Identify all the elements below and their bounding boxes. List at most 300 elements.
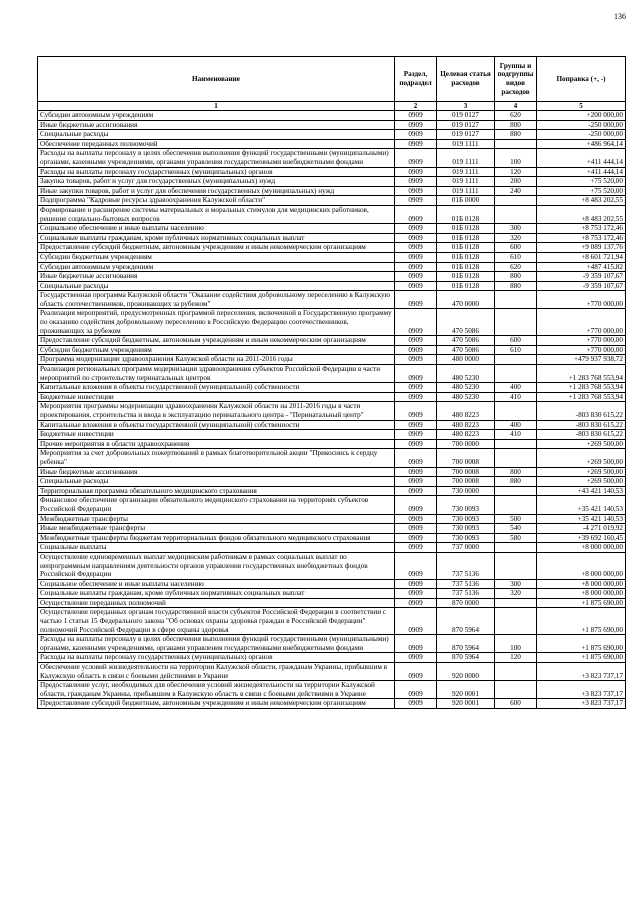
row-name-cell: Осуществление единовременных выплат медицинским работникам в рамках социальных выплат по непрограммным направлениям деятельности органов управления государственных внебюджетных фондов Российской Федерации (38, 552, 395, 579)
row-amount-cell: +8 000 000,00 (537, 543, 626, 553)
row-group-cell: 320 (495, 589, 537, 599)
row-group-cell: 120 (495, 653, 537, 663)
row-amount-cell: +269 500,00 (537, 477, 626, 487)
row-target-cell: 480 5230 (437, 365, 495, 383)
row-target-cell: 019 1111 (437, 177, 495, 187)
row-group-cell: 800 (495, 120, 537, 130)
row-group-cell (495, 663, 537, 681)
row-name-cell: Предоставление субсидий бюджетным, автономным учреждениям и иным некоммерческим организациям (38, 243, 395, 253)
row-name-cell: Финансовое обеспечение организации обязательного медицинского страхования на территориях субъектов Российской Федерации (38, 496, 395, 514)
row-section-cell: 0909 (395, 167, 437, 177)
row-group-cell: 880 (495, 477, 537, 487)
table-row (38, 291, 626, 309)
row-amount-cell: -803 830 615,22 (537, 402, 626, 420)
table-row (38, 365, 626, 383)
table-row (38, 653, 626, 663)
row-target-cell: 700 0008 (437, 467, 495, 477)
row-target-cell: 01Б 0128 (437, 252, 495, 262)
row-target-cell: 920 0001 (437, 699, 495, 709)
table-row (38, 196, 626, 206)
row-target-cell: 01Б 0128 (437, 272, 495, 282)
table-row (38, 449, 626, 467)
row-name-cell: Подпрограмма "Кадровые ресурсы здравоохранения Калужской области" (38, 196, 395, 206)
row-group-cell (495, 496, 537, 514)
header-section: Раздел, подраздел (395, 57, 437, 102)
table-row (38, 233, 626, 243)
row-target-cell: 480 0000 (437, 355, 495, 365)
column-number: 5 (537, 102, 626, 111)
row-group-cell (495, 196, 537, 206)
row-name-cell: Социальные выплаты гражданам, кроме публичных нормативных социальных выплат (38, 589, 395, 599)
row-amount-cell: +9 089 137,76 (537, 243, 626, 253)
row-name-cell: Субсидии автономным учреждениям (38, 111, 395, 121)
table-row (38, 120, 626, 130)
row-amount-cell: +411 444,14 (537, 149, 626, 167)
row-name-cell: Закупка товаров, работ и услуг для государственных (муниципальных) нужд (38, 177, 395, 187)
row-target-cell: 480 8223 (437, 420, 495, 430)
row-section-cell: 0909 (395, 439, 437, 449)
row-name-cell: Капитальные вложения в объекты государственной (муниципальной) собственности (38, 420, 395, 430)
row-name-cell: Субсидии бюджетным учреждениям (38, 345, 395, 355)
row-section-cell: 0909 (395, 355, 437, 365)
row-target-cell: 01Б 0128 (437, 224, 495, 234)
row-name-cell: Иные закупки товаров, работ и услуг для обеспечения государственных (муниципальных) нужд (38, 186, 395, 196)
row-amount-cell: +487 415,82 (537, 262, 626, 272)
table-row (38, 514, 626, 524)
table-row (38, 663, 626, 681)
row-target-cell: 480 5230 (437, 392, 495, 402)
row-target-cell: 019 1111 (437, 186, 495, 196)
row-amount-cell: +8 483 202,55 (537, 196, 626, 206)
row-target-cell: 019 1111 (437, 149, 495, 167)
table-row (38, 467, 626, 477)
row-name-cell: Иные межбюджетные трансферты (38, 524, 395, 534)
row-group-cell: 580 (495, 533, 537, 543)
row-section-cell: 0909 (395, 139, 437, 149)
row-section-cell: 0909 (395, 514, 437, 524)
row-amount-cell: -803 830 615,22 (537, 430, 626, 440)
row-amount-cell: +3 823 737,17 (537, 699, 626, 709)
table-row (38, 345, 626, 355)
row-section-cell: 0909 (395, 205, 437, 223)
row-name-cell: Расходы на выплаты персоналу в целях обеспечения выполнения функций государственными (муниципальными) органами, казенными учреждениями, органами управления государственными внебюджетными фондами (38, 635, 395, 653)
row-name-cell: Специальные расходы (38, 130, 395, 140)
table-row (38, 486, 626, 496)
row-section-cell: 0909 (395, 524, 437, 534)
row-group-cell: 300 (495, 224, 537, 234)
row-target-cell: 870 0000 (437, 598, 495, 608)
row-name-cell: Иные бюджетные ассигнования (38, 120, 395, 130)
row-section-cell: 0909 (395, 402, 437, 420)
row-group-cell: 600 (495, 243, 537, 253)
table-row (38, 635, 626, 653)
row-section-cell: 0909 (395, 291, 437, 309)
row-name-cell: Расходы на выплаты персоналу государственных (муниципальных) органов (38, 653, 395, 663)
row-amount-cell: +75 520,00 (537, 186, 626, 196)
row-group-cell: 800 (495, 467, 537, 477)
row-amount-cell: +411 444,14 (537, 167, 626, 177)
row-amount-cell: +8 753 172,46 (537, 233, 626, 243)
row-section-cell: 0909 (395, 365, 437, 383)
row-amount-cell: +1 283 768 553,94 (537, 365, 626, 383)
table-row (38, 477, 626, 487)
row-target-cell: 019 1111 (437, 139, 495, 149)
table-header-row (38, 57, 626, 102)
row-amount-cell: +486 964,14 (537, 139, 626, 149)
row-section-cell: 0909 (395, 496, 437, 514)
row-section-cell: 0909 (395, 430, 437, 440)
row-section-cell: 0909 (395, 177, 437, 187)
row-name-cell: Осуществление переданных полномочий (38, 598, 395, 608)
row-amount-cell: +8 000 000,00 (537, 589, 626, 599)
row-group-cell: 620 (495, 262, 537, 272)
row-amount-cell: +770 000,00 (537, 345, 626, 355)
row-group-cell (495, 552, 537, 579)
row-amount-cell: +39 692 160,45 (537, 533, 626, 543)
row-section-cell: 0909 (395, 272, 437, 282)
row-name-cell: Формирование и расширение системы материальных и моральных стимулов для медицинских работников, решение социально-бытовых вопросов (38, 205, 395, 223)
row-name-cell: Расходы на выплаты персоналу в целях обеспечения выполнения функций государственными (муниципальными) органами, казенными учреждениями, органами управления государственными внебюджетными фондами (38, 149, 395, 167)
row-section-cell: 0909 (395, 309, 437, 336)
row-section-cell: 0909 (395, 196, 437, 206)
row-group-cell: 410 (495, 392, 537, 402)
row-target-cell: 01Б 0000 (437, 196, 495, 206)
row-group-cell (495, 291, 537, 309)
row-group-cell (495, 598, 537, 608)
row-amount-cell: +770 000,00 (537, 291, 626, 309)
row-amount-cell: +770 000,00 (537, 309, 626, 336)
table-row (38, 439, 626, 449)
row-section-cell: 0909 (395, 262, 437, 272)
row-section-cell: 0909 (395, 663, 437, 681)
row-name-cell: Обеспечение переданных полномочий (38, 139, 395, 149)
row-amount-cell: +1 283 768 553,94 (537, 392, 626, 402)
row-amount-cell: +1 875 690,00 (537, 608, 626, 635)
row-section-cell: 0909 (395, 699, 437, 709)
row-amount-cell: +3 823 737,17 (537, 681, 626, 699)
row-name-cell: Прочие мероприятия в области здравоохранения (38, 439, 395, 449)
column-number: 1 (38, 102, 395, 111)
row-section-cell: 0909 (395, 486, 437, 496)
row-amount-cell: +75 520,00 (537, 177, 626, 187)
table-row (38, 355, 626, 365)
table-row (38, 496, 626, 514)
table-row (38, 543, 626, 553)
header-amendment: Поправка (+, -) (537, 57, 626, 102)
table-row (38, 281, 626, 291)
row-amount-cell: +770 000,00 (537, 336, 626, 346)
row-amount-cell: -803 830 615,22 (537, 420, 626, 430)
row-section-cell: 0909 (395, 420, 437, 430)
table-row (38, 552, 626, 579)
row-name-cell: Расходы на выплаты персоналу государственных (муниципальных) органов (38, 167, 395, 177)
row-amount-cell: +8 483 202,55 (537, 205, 626, 223)
row-group-cell: 240 (495, 186, 537, 196)
row-amount-cell: +35 421 140,53 (537, 514, 626, 524)
row-name-cell: Бюджетные инвестиции (38, 430, 395, 440)
row-section-cell: 0909 (395, 598, 437, 608)
row-amount-cell: +200 000,00 (537, 111, 626, 121)
row-group-cell (495, 355, 537, 365)
table-row (38, 262, 626, 272)
row-section-cell: 0909 (395, 608, 437, 635)
row-group-cell: 500 (495, 514, 537, 524)
row-amount-cell: +269 500,00 (537, 467, 626, 477)
column-number: 3 (437, 102, 495, 111)
row-name-cell: Программа модернизации здравоохранения Калужской области на 2011-2016 годы (38, 355, 395, 365)
row-target-cell: 730 0093 (437, 496, 495, 514)
column-number: 2 (395, 102, 437, 111)
row-target-cell: 920 0000 (437, 663, 495, 681)
row-amount-cell: +479 937 938,72 (537, 355, 626, 365)
row-target-cell: 01Б 0128 (437, 281, 495, 291)
row-target-cell: 01Б 0128 (437, 243, 495, 253)
row-target-cell: 019 0127 (437, 111, 495, 121)
row-target-cell: 737 5136 (437, 589, 495, 599)
row-amount-cell: +3 823 737,17 (537, 663, 626, 681)
row-name-cell: Предоставление субсидий бюджетным, автономным учреждениям и иным некоммерческим организациям (38, 699, 395, 709)
row-target-cell: 480 5230 (437, 383, 495, 393)
table-row (38, 533, 626, 543)
table-row (38, 149, 626, 167)
row-amount-cell: -9 359 107,67 (537, 272, 626, 282)
table-row (38, 524, 626, 534)
row-target-cell: 870 5964 (437, 608, 495, 635)
row-target-cell: 700 0000 (437, 439, 495, 449)
row-amount-cell: +269 500,00 (537, 449, 626, 467)
table-row (38, 608, 626, 635)
row-section-cell: 0909 (395, 336, 437, 346)
row-name-cell: Межбюджетные трансферты (38, 514, 395, 524)
row-group-cell: 410 (495, 430, 537, 440)
column-number-row (38, 102, 626, 111)
row-target-cell: 470 5086 (437, 309, 495, 336)
row-target-cell: 019 0127 (437, 130, 495, 140)
row-group-cell (495, 139, 537, 149)
row-group-cell (495, 486, 537, 496)
table-row (38, 681, 626, 699)
row-section-cell: 0909 (395, 635, 437, 653)
row-section-cell: 0909 (395, 111, 437, 121)
page-number: 136 (614, 12, 626, 21)
row-group-cell (495, 449, 537, 467)
row-name-cell: Бюджетные инвестиции (38, 392, 395, 402)
table-row (38, 598, 626, 608)
row-amount-cell: +1 875 690,00 (537, 635, 626, 653)
table-row (38, 589, 626, 599)
row-amount-cell: +1 875 690,00 (537, 598, 626, 608)
row-amount-cell: -250 000,00 (537, 120, 626, 130)
row-target-cell: 870 5964 (437, 653, 495, 663)
row-amount-cell: +269 500,00 (537, 439, 626, 449)
row-group-cell: 100 (495, 635, 537, 653)
row-amount-cell: +1 875 690,00 (537, 653, 626, 663)
row-name-cell: Территориальная программа обязательного медицинского страхования (38, 486, 395, 496)
row-amount-cell: +43 421 140,53 (537, 486, 626, 496)
row-group-cell: 620 (495, 111, 537, 121)
row-name-cell: Межбюджетные трансферты бюджетам территориальных фондов обязательного медицинского страхования (38, 533, 395, 543)
row-group-cell (495, 439, 537, 449)
row-section-cell: 0909 (395, 383, 437, 393)
row-group-cell (495, 681, 537, 699)
row-group-cell (495, 608, 537, 635)
header-name: Наименование (38, 57, 395, 102)
table-row (38, 430, 626, 440)
row-group-cell: 610 (495, 252, 537, 262)
row-name-cell: Государственная программа Калужской области "Оказание содействия добровольному переселению в Калужскую область соотечественников, проживающих за рубежом" (38, 291, 395, 309)
row-section-cell: 0909 (395, 449, 437, 467)
row-target-cell: 700 0008 (437, 477, 495, 487)
row-group-cell: 600 (495, 699, 537, 709)
row-target-cell: 470 5086 (437, 345, 495, 355)
row-section-cell: 0909 (395, 186, 437, 196)
header-target: Целевая статья расходов (437, 57, 495, 102)
row-section-cell: 0909 (395, 120, 437, 130)
row-name-cell: Обеспечение условий жизнедеятельности на территории Калужской области, гражданам Украины, прибывшим в Калужскую область в связи с боевыми действиями в Украине (38, 663, 395, 681)
row-section-cell: 0909 (395, 467, 437, 477)
row-group-cell (495, 309, 537, 336)
row-group-cell: 200 (495, 177, 537, 187)
table-row (38, 309, 626, 336)
table-body (38, 111, 626, 709)
row-target-cell: 730 0093 (437, 533, 495, 543)
row-target-cell: 480 8223 (437, 402, 495, 420)
row-amount-cell: +8 601 721,94 (537, 252, 626, 262)
row-name-cell: Социальное обеспечение и иные выплаты населению (38, 224, 395, 234)
row-section-cell: 0909 (395, 252, 437, 262)
table-row (38, 243, 626, 253)
row-name-cell: Иные бюджетные ассигнования (38, 467, 395, 477)
row-amount-cell: +8 000 000,00 (537, 552, 626, 579)
row-group-cell: 600 (495, 336, 537, 346)
row-section-cell: 0909 (395, 233, 437, 243)
table-row (38, 402, 626, 420)
row-target-cell: 470 5086 (437, 336, 495, 346)
row-name-cell: Реализация мероприятий, предусмотренных программой переселения, включенной в Государственную программу по оказанию содействия добровольному переселению в Российскую Федерацию соотечественников, проживающих за рубежом (38, 309, 395, 336)
row-target-cell: 01Б 0128 (437, 262, 495, 272)
row-section-cell: 0909 (395, 681, 437, 699)
row-target-cell: 01Б 0128 (437, 233, 495, 243)
row-name-cell: Мероприятия программы модернизации здравоохранения Калужской области на 2011-2016 годы в части проектирования, строительства и ввода в эксплуатацию перинатального центра - "Перинатальный центр" (38, 402, 395, 420)
row-amount-cell: +35 421 140,53 (537, 496, 626, 514)
row-target-cell: 01Б 0128 (437, 205, 495, 223)
row-section-cell: 0909 (395, 224, 437, 234)
table-row (38, 579, 626, 589)
row-group-cell: 540 (495, 524, 537, 534)
row-name-cell: Социальные выплаты (38, 543, 395, 553)
table-row (38, 167, 626, 177)
row-group-cell: 400 (495, 383, 537, 393)
row-name-cell: Социальные выплаты гражданам, кроме публичных нормативных социальных выплат (38, 233, 395, 243)
table-row (38, 420, 626, 430)
row-amount-cell: -4 271 019,92 (537, 524, 626, 534)
row-group-cell: 880 (495, 281, 537, 291)
row-group-cell (495, 365, 537, 383)
row-target-cell: 730 0000 (437, 486, 495, 496)
table-row (38, 139, 626, 149)
column-number: 4 (495, 102, 537, 111)
row-target-cell: 470 0000 (437, 291, 495, 309)
row-amount-cell: -250 000,00 (537, 130, 626, 140)
row-amount-cell: -9 359 107,67 (537, 281, 626, 291)
row-group-cell (495, 402, 537, 420)
row-group-cell: 120 (495, 167, 537, 177)
table-row (38, 224, 626, 234)
row-target-cell: 019 0127 (437, 120, 495, 130)
row-name-cell: Субсидии автономным учреждениям (38, 262, 395, 272)
row-target-cell: 737 0000 (437, 543, 495, 553)
table-row (38, 252, 626, 262)
row-section-cell: 0909 (395, 281, 437, 291)
row-name-cell: Специальные расходы (38, 477, 395, 487)
row-name-cell: Специальные расходы (38, 281, 395, 291)
row-amount-cell: +8 753 172,46 (537, 224, 626, 234)
row-group-cell: 400 (495, 420, 537, 430)
row-group-cell (495, 205, 537, 223)
row-section-cell: 0909 (395, 589, 437, 599)
row-target-cell: 870 5964 (437, 635, 495, 653)
row-name-cell: Субсидии бюджетным учреждениям (38, 252, 395, 262)
table-row (38, 186, 626, 196)
row-group-cell: 300 (495, 579, 537, 589)
table-row (38, 392, 626, 402)
row-section-cell: 0909 (395, 653, 437, 663)
row-section-cell: 0909 (395, 543, 437, 553)
row-amount-cell: +8 000 000,00 (537, 579, 626, 589)
row-name-cell: Капитальные вложения в объекты государственной (муниципальной) собственности (38, 383, 395, 393)
row-section-cell: 0909 (395, 477, 437, 487)
row-name-cell: Иные бюджетные ассигнования (38, 272, 395, 282)
table-row (38, 130, 626, 140)
table-row (38, 272, 626, 282)
row-section-cell: 0909 (395, 579, 437, 589)
row-target-cell: 737 5136 (437, 552, 495, 579)
row-group-cell: 320 (495, 233, 537, 243)
row-group-cell: 800 (495, 272, 537, 282)
budget-amendments-table (37, 56, 626, 709)
row-section-cell: 0909 (395, 130, 437, 140)
row-name-cell: Предоставление субсидий бюджетным, автономным учреждениям и иным некоммерческим организациям (38, 336, 395, 346)
row-section-cell: 0909 (395, 392, 437, 402)
row-group-cell: 880 (495, 130, 537, 140)
row-section-cell: 0909 (395, 149, 437, 167)
row-section-cell: 0909 (395, 243, 437, 253)
row-target-cell: 920 0001 (437, 681, 495, 699)
table-row (38, 111, 626, 121)
table-row (38, 205, 626, 223)
table-row (38, 177, 626, 187)
row-section-cell: 0909 (395, 533, 437, 543)
row-group-cell: 610 (495, 345, 537, 355)
header-group: Группы и подгруппы видов расходов (495, 57, 537, 102)
row-group-cell (495, 543, 537, 553)
row-target-cell: 480 8223 (437, 430, 495, 440)
row-target-cell: 730 0093 (437, 524, 495, 534)
table-row (38, 699, 626, 709)
row-target-cell: 700 0008 (437, 449, 495, 467)
row-target-cell: 019 1111 (437, 167, 495, 177)
row-section-cell: 0909 (395, 552, 437, 579)
table-row (38, 336, 626, 346)
row-amount-cell: +1 283 768 553,94 (537, 383, 626, 393)
row-section-cell: 0909 (395, 345, 437, 355)
row-name-cell: Реализация региональных программ модернизации здравоохранения субъектов Российской Федерации в части мероприятий по строительству перинатальных центров (38, 365, 395, 383)
row-group-cell: 100 (495, 149, 537, 167)
row-target-cell: 737 5136 (437, 579, 495, 589)
row-name-cell: Социальное обеспечение и иные выплаты населению (38, 579, 395, 589)
row-name-cell: Осуществление переданных органам государственной власти субъектов Российской Федерации в соответствии с частью 1 статьи 15 Федерального закона "Об основах охраны здоровья граждан в Российской Федерации" полномочий Российской Федерации в сфере охраны здоровья (38, 608, 395, 635)
table-row (38, 383, 626, 393)
